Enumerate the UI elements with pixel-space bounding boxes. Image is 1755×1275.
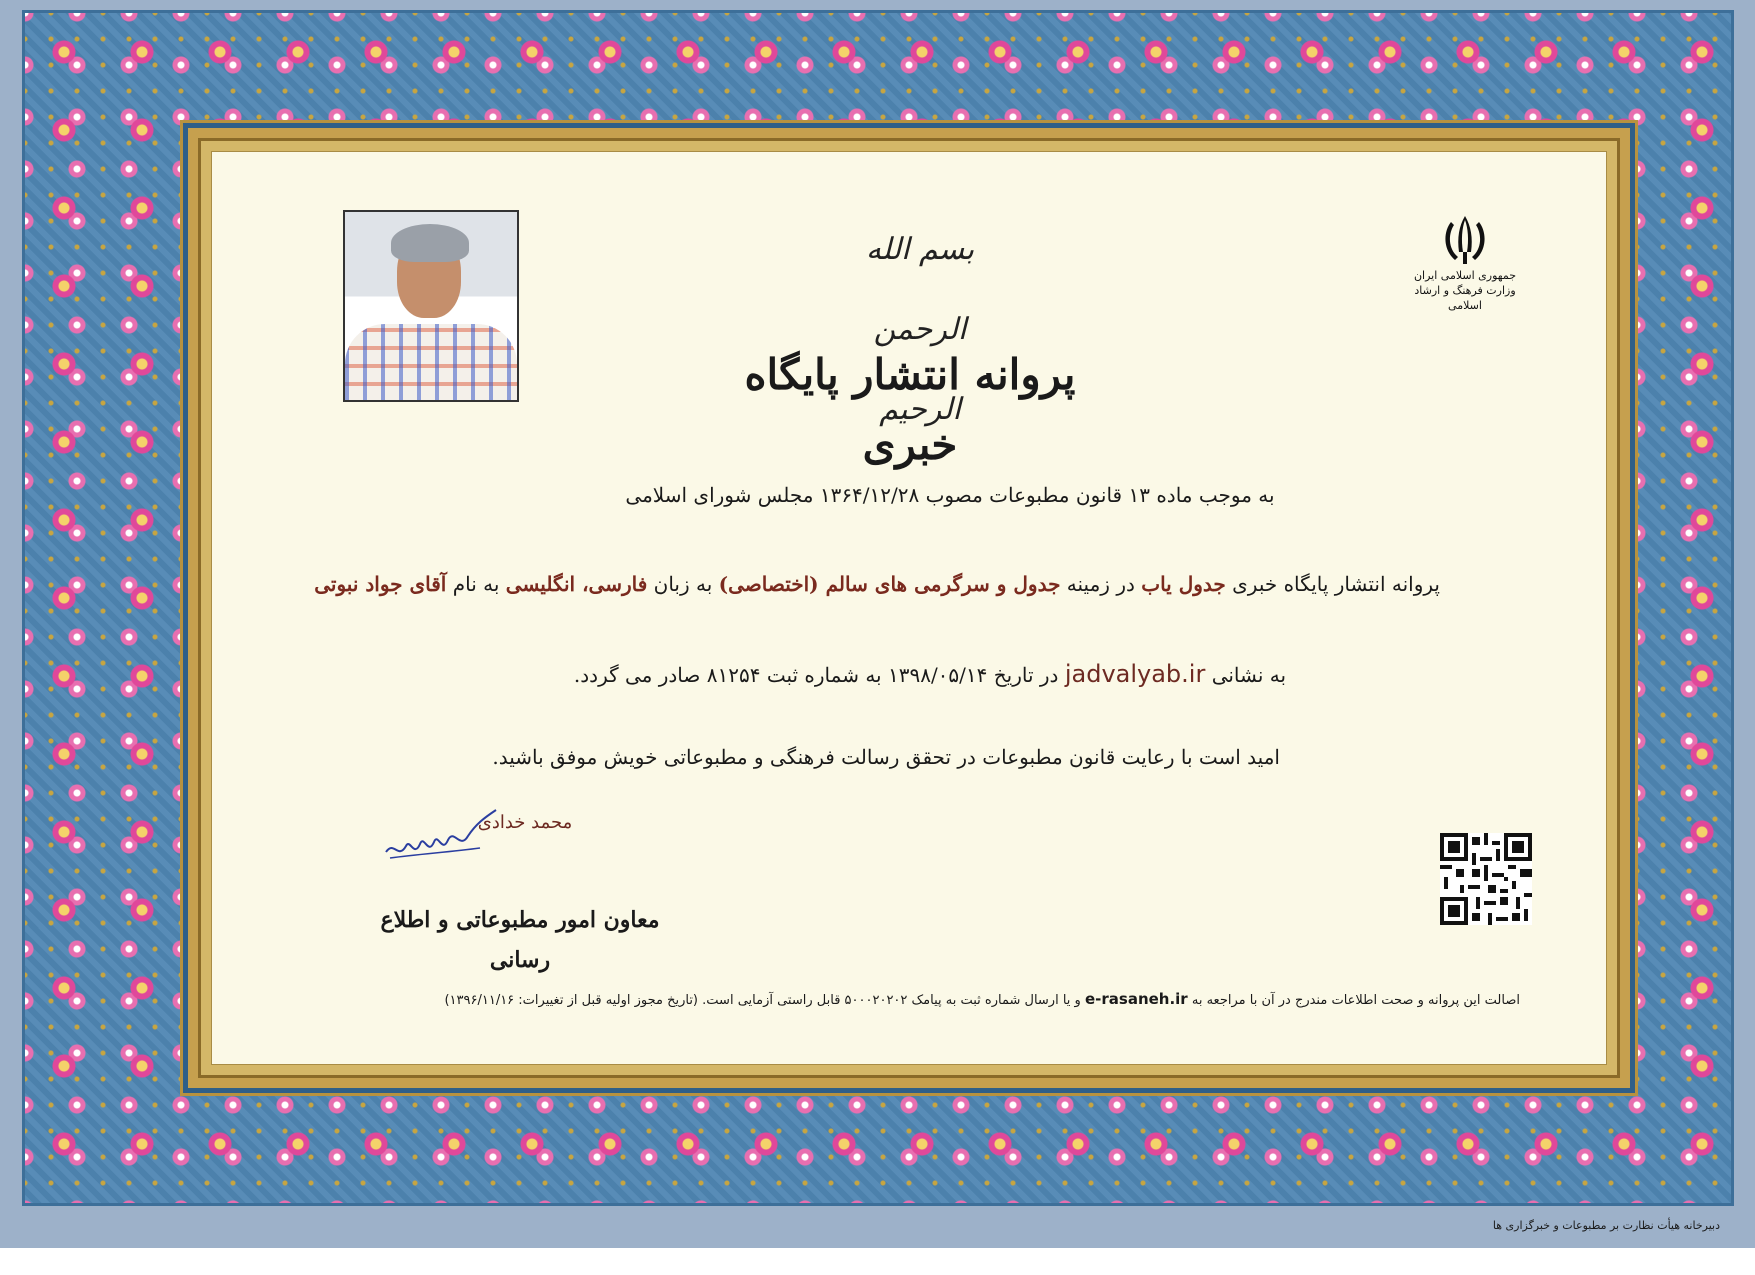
certificate-title: پروانه انتشار پایگاه خبری [744,350,1076,469]
basmala-calligraphy: بسم الله الرحمن الرحیم [865,232,975,427]
field-label: در زمینه [1066,572,1135,596]
address-label: به نشانی [1211,663,1287,687]
site-url: jadvalyab.ir [1064,660,1206,688]
closing-wish-line: امید است با رعایت قانون مطبوعات در تحقق رسالت فرهنگی و مطبوعاتی خویش موفق باشید. [492,745,1280,769]
site-name: جدول یاب [1141,572,1226,596]
owner-label: به نام [452,572,500,596]
issue-date: ۱۳۹۸/۰۵/۱۴ [887,663,988,687]
owner-name: آقای جواد نبوتی [314,572,447,596]
portrait-photo [343,210,519,402]
field-value: جدول و سرگرمی های سالم (اختصاصی) [718,572,1061,596]
signer-title: معاون امور مطبوعاتی و اطلاع رسانی [380,907,660,973]
issued-suffix: صادر می گردد. [573,663,701,687]
ministry-emblem [1400,212,1530,322]
portrait-hair [391,224,469,262]
license-prefix: پروانه انتشار پایگاه خبری [1232,572,1440,596]
portrait-shirt [345,324,517,402]
prior-license-date: (تاریخ مجوز اولیه قبل از تغییرات: ۱۳۹۶/۱۱/۱۶) [444,993,699,1008]
legal-basis-line: به موجب ماده ۱۳ قانون مطبوعات مصوب ۱۳۶۴/۱۲/۲۸ مجلس شورای اسلامی [625,483,1275,507]
verification-footnote [444,985,1520,1013]
emblem-line-country: جمهوری اسلامی ایران [1413,269,1517,282]
language-label: به زبان [653,572,713,596]
registration-number: ۸۱۲۵۴ [706,663,761,687]
qr-code-icon [1440,833,1532,925]
registration-label: به شماره ثبت [766,663,882,687]
date-label: در تاریخ [993,663,1059,687]
license-details-line [314,562,1440,606]
verification-site-link[interactable]: e-rasaneh.ir [1084,990,1188,1008]
address-line [560,652,1300,696]
emblem-line-ministry: وزارت فرهنگ و ارشاد اسلامی [1414,284,1516,312]
iran-emblem-icon [1435,212,1495,268]
footnote-text-after: و یا ارسال شماره ثبت به پیامک ۵۰۰۰۲۰۲۰۲ قابل راستی آزمایی است. [702,993,1081,1008]
language-value: فارسی، انگلیسی [505,572,648,596]
secretariat-label: دبیرخانه هیأت نظارت بر مطبوعات و خبرگزاری ها [1492,1219,1720,1232]
signer-name: محمد خدادی [477,812,573,833]
footnote-text-before: اصالت این پروانه و صحت اطلاعات مندرج در آن با مراجعه به [1191,993,1520,1008]
